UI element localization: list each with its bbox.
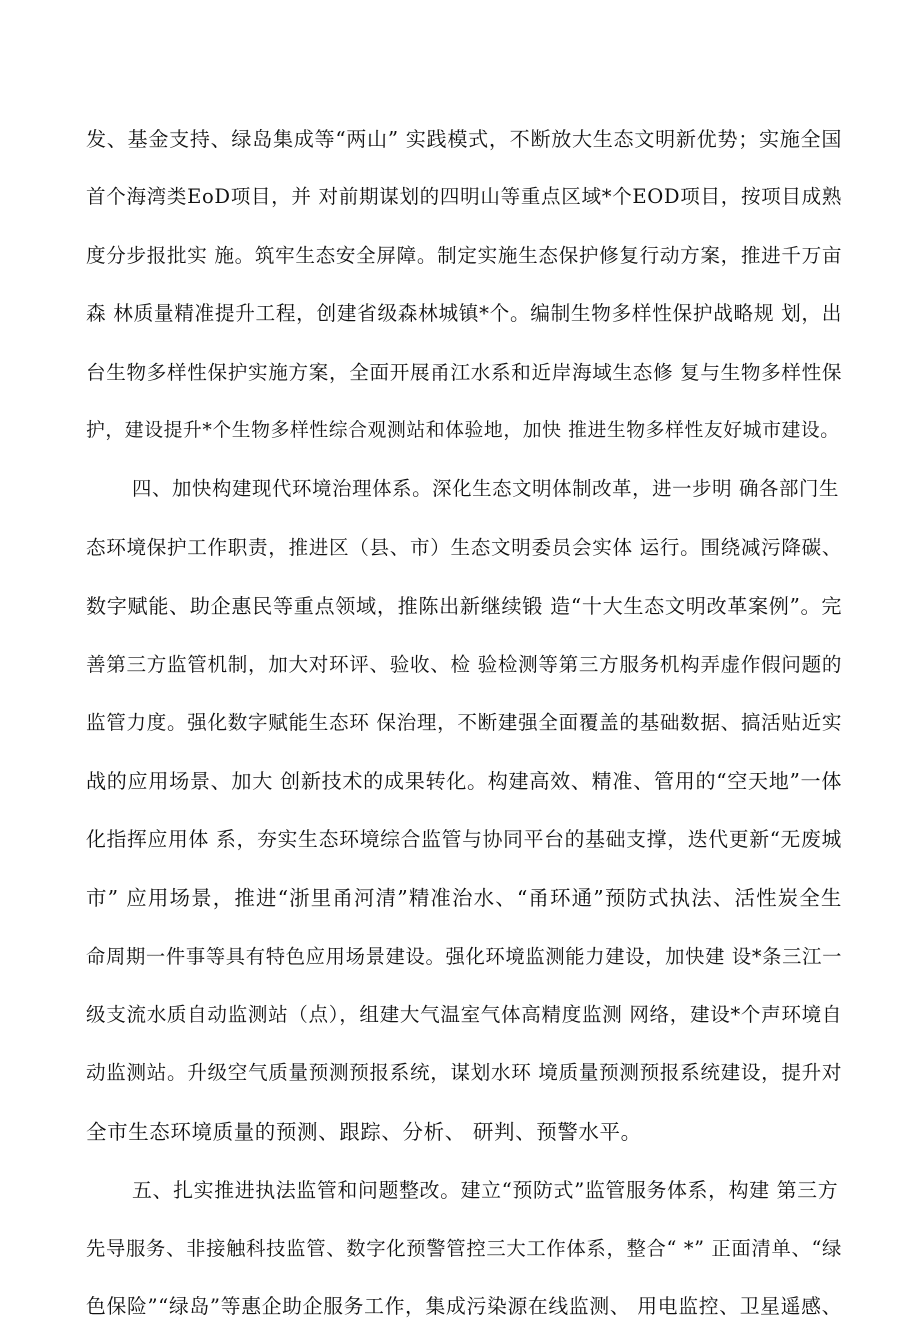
text-line: 善第三方监管机制，加大对环评、验收、检 验检测等第三方服务机构弄虚作假问题的 — [86, 653, 842, 676]
text-line: 命周期一件事等具有特色应用场景建设。强化环境监测能力建设，加快建 设*条三江一 — [86, 945, 842, 968]
text-line: 度分步报批实 施。筑牢生态安全屏障。制定实施生态保护修复行动方案，推进千万亩 — [86, 244, 842, 267]
text-line: 发、基金支持、绿岛集成等“两山” 实践模式，不断放大生态文明新优势；实施全国 — [86, 127, 842, 151]
text-line: 色保险”“绿岛”等惠企助企服务工作，集成污染源在线监测、 用电监控、卫星遥感、 — [86, 1295, 842, 1318]
text-line: 战的应用场景、加大 创新技术的成果转化。构建高效、精准、管用的“空天地”一体 — [86, 769, 842, 793]
text-line: 全市生态环境质量的预测、跟踪、分析、 研判、预警水平。 — [86, 1120, 642, 1144]
text-line: 先导服务、非接触科技监管、数字化预警管控三大工作体系，整合“ *” 正面清单、“绿 — [86, 1237, 842, 1260]
text-line: 态环境保护工作职责，推进区（县、市）生态文明委员会实体 运行。围绕减污降碳、 — [86, 536, 842, 559]
text-line: 监管力度。强化数字赋能生态环 保治理，不断建强全面覆盖的基础数据、搞活贴近实 — [86, 711, 842, 734]
text-line: 首个海湾类EoD项目，并 对前期谋划的四明山等重点区域*个EOD项目，按项目成熟 — [86, 185, 842, 208]
text-line: 数字赋能、助企惠民等重点领域，推陈出新继续锻 造“十大生态文明改革案例”。完 — [86, 594, 842, 618]
paragraph-4-first-line: 四、加快构建现代环境治理体系。深化生态文明体制改革，进一步明 确各部门生 — [132, 477, 839, 500]
text-line: 市” 应用场景，推进“浙里甬河清”精准治水、“甬环通”预防式执法、活性炭全生 — [86, 886, 842, 910]
text-line: 级支流水质自动监测站（点），组建大气温室气体高精度监测 网络，建设*个声环境自 — [86, 1003, 842, 1026]
text-line: 化指挥应用体 系，夯实生态环境综合监管与协同平台的基础支撑，迭代更新“无废城 — [86, 828, 842, 851]
text-line: 森 林质量精准提升工程，创建省级森林城镇*个。编制生物多样性保护战略规 划，出 — [86, 302, 842, 325]
text-line: 台生物多样性保护实施方案，全面开展甬江水系和近岸海域生态修 复与生物多样性保 — [86, 361, 842, 384]
text-line: 动监测站。升级空气质量预测预报系统，谋划水环 境质量预测预报系统建设，提升对 — [86, 1061, 842, 1084]
paragraph-5-first-line: 五、扎实推进执法监管和问题整改。建立“预防式”监管服务体系，构建 第三方 — [132, 1178, 839, 1202]
text-line: 护，建设提升*个生物多样性综合观测站和体验地，加快 推进生物多样性友好城市建设。 — [86, 420, 840, 441]
